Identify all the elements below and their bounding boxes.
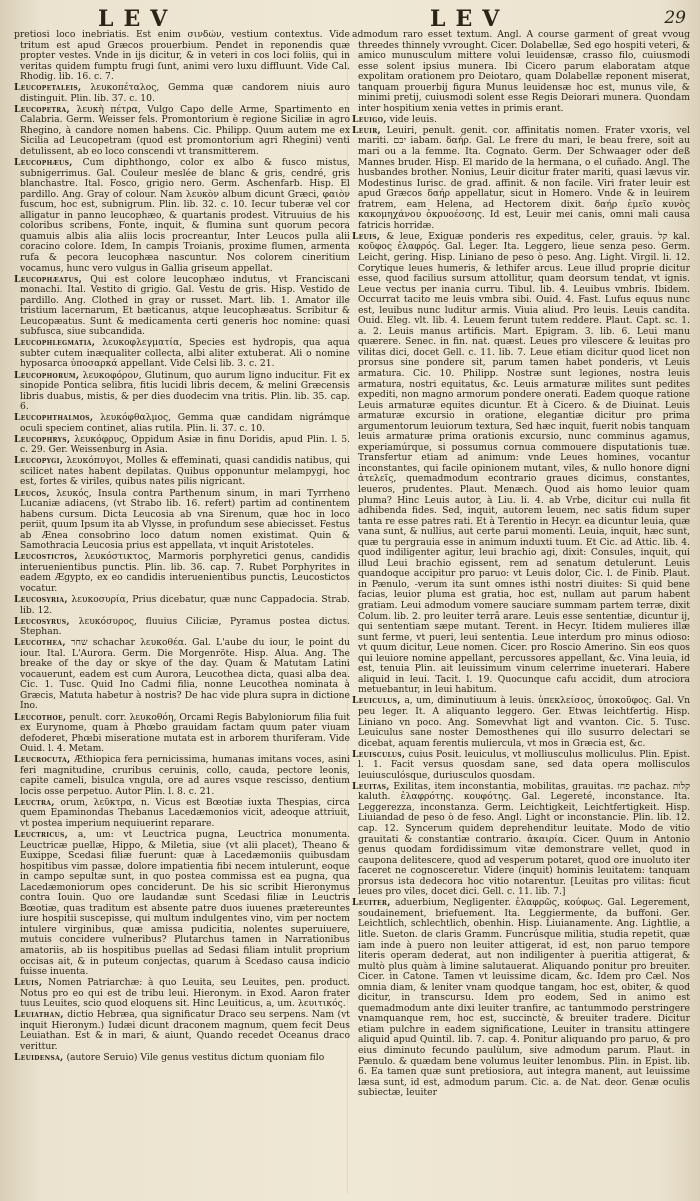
- entry-text: a, um, diminutiuum à leuis. ὑπεκλείσος, ὑποκοῦφος. Gal. Vn peu leger. It. A aliquanto leggero. Ger. Etwas leichtfertig. Hisp. Liniano vn poco. Ang. Somevvhat ligt and vvanton. Cic. 5. Tusc. Leuiculus sane noster Demosthenes qui illo susurro delectari se dicebat, aquam ferentis muliercula, vt mos in Græcia est, &c.: [358, 695, 690, 749]
- dictionary-entry: [14, 617, 350, 638]
- entry-text: λευκόπυγοι, Molles & effeminati, quasi candidis natibus, qui scilicet nates habent depilatas. Quibus opponuntur melampygi, hoc est, fortes & viriles, quibus nates pilis nigricant.: [20, 455, 350, 488]
- entry-text: Qui est colore leucophæo indutus, vt Franciscani monachi. Ital. Vestito di grigio. Gal. Vestu de gris. Hisp. Vestido de pardillo. Ang. Clothed in gray or russet. Mart. lib. 1. Amator ille tristium lacernarum, Et bæticanus, atque leucophæatus. Scribitur & Leucopæatus. Sunt & medicamenta certi generis hoc nomine: quasi subfusca, siue subcandida.: [20, 273, 350, 338]
- entry-headword: Leuctra,: [14, 796, 55, 808]
- entry-headword: Leucophlegmatia,: [14, 337, 96, 349]
- entry-headword: Leuiter,: [352, 897, 391, 909]
- entry-headword: Leuctricus,: [14, 829, 69, 841]
- entry-text: λευκόστικτος, Marmoris porphyretici genus, candidis interuenientibus punctis. Plin. lib. 36. cap. 7. Rubet Porphyrites in eadem Ægypto, ex eo candidis interuenientibus punctis, Leucostictos vocatur.: [20, 551, 350, 594]
- dictionary-entry: [14, 413, 350, 434]
- entry-text: cuius Posit. leuiculus, vt molliusculus molliculus. Plin. Epist. l. 1. Facit versus quosdam sane, sed data opera mollisculos leuiusculósque, duriusculos quosdam.: [358, 748, 690, 781]
- dictionary-entry: [14, 798, 350, 830]
- entry-text: λευκόφθαλμος, Gemma quæ candidam nigrámque oculi speciem continet, alias rutila. Plin. li. 37. c. 10.: [20, 412, 350, 434]
- dictionary-entry: [14, 713, 350, 755]
- entry-headword: Leuiculus,: [352, 695, 401, 707]
- entry-headword: Leucosyria,: [14, 593, 68, 605]
- dictionary-entry: [14, 83, 350, 104]
- entry-headword: Leuidensa,: [14, 1052, 64, 1063]
- entry-text: Nomen Patriarchæ: à quo Leuita, seu Leuites, pen. product. Notus pro eo qui est de tribu leui. Hieronym. in Exod. Aaron frater tuus Leuites, scio quod eloquens sit. Hinc Leuiticus, a, um. λευιτικός.: [20, 977, 350, 1010]
- entry-text: λευκός, Insula contra Parthenum sinum, in mari Tyrrheno Lucaniæ adiacens, (vt Strabo lib. 16. refert) partim ad continentem habens cursum. Dicta Leucosia ab vna Sirenum, quæ hoc in loco periit, quum Ipsum ita ab Vlysse, in profundum sese abiecisset. Festus ab Ænea consobrino loco datum nomen existimat. Quin & Samothracia Leucosia prius est appellata, vt inquit Aristoteles.: [20, 487, 350, 552]
- entry-text: (autore Seruio) Vile genus vestitus dictum quoniam filo: [66, 1052, 325, 1063]
- entry-text: Leuiri, penult. genit. cor. affinitatis nomen. Frater vxoris, vel mariti. יבם iabam. δαήρ. Gal. Le frere du mari, le beau frere, soit au mari ou a la femme. Ita. Cognato. Germ. Der Schwaager oder deß Mannes bruder. Hisp. El marido de la hermana, o el cuñado. Angl. The husbandes brother. Nonius, Leuir dicitur frater mariti, quasi lævus vir. Modestinus Iurisc. de grad. affinit. & non facile. Viri frater leuir est apud Græcos δαήρ appellatur, sicut in Homero. Vnde & in leuirem fratrem, eam Helena, ad Hectorem dixit. δαήρ ἐμεῖο κυνὸς κακομηχάνου ὀκρυοέσσης. Id est, Leuir mei canis, omni mali causa fatricis horridæ.: [358, 124, 690, 231]
- dictionary-entry: [14, 489, 350, 552]
- entry-text: λευκὴ πέτρα, Vulgo Capo delle Arme, Spartimento en Calabria. Germ. Weisser fels. Promontorium è regione Siciliæ in agro Rhegino, à candore nomen habens. Cic. Philipp. Quum autem me ex Sicilia ad Leucopetram (quod est promontorium agri Rhegini) venti detulissent, ab eo loco conscendi vt transmitterem.: [20, 103, 350, 158]
- entry-headword: Leucostictos,: [14, 551, 78, 563]
- entry-headword: Leuir,: [352, 124, 382, 136]
- entry-headword: Leuis,: [352, 230, 381, 242]
- dictionary-entry: [352, 898, 690, 1098]
- entry-headword: Leucothea,: [14, 637, 66, 649]
- entry-text: penult. corr. λευκοθόη, Orcami Regis Babyloniorum filia fuit ex Eurynome, quam à Phœbo grauidam factam quum pater viuam defoderet, Phœbi miseratione mutata est in arborem thuriferam. Vide Ouid. l. 4. Metam.: [20, 711, 350, 755]
- entry-headword: Leuis,: [14, 977, 43, 989]
- entry-headword: Leuiathan,: [14, 1009, 64, 1021]
- dictionary-entry: [14, 1010, 350, 1052]
- entry-headword: Leucophæatus,: [14, 273, 83, 285]
- page-number: 29: [664, 8, 686, 28]
- dictionary-entry: [14, 456, 350, 488]
- entry-headword: Leucopetra,: [14, 103, 70, 115]
- dictionary-entry: [14, 978, 350, 1010]
- entry-headword: Leuitas,: [352, 780, 390, 792]
- entry-headword: Leucopygi,: [14, 455, 64, 467]
- dictionary-entry: [352, 115, 690, 126]
- entry-headword: Leuigo,: [352, 113, 387, 125]
- entry-text: dictio Hebræa, qua significatur Draco seu serpens. Nam (vt inquit Hieronym.) Iudæi dicunt draconem magnum, quem fecit Deus Leuiathan. Est & in mari, & aiunt, Quando recedet Oceanus draco verittur.: [20, 1009, 350, 1052]
- entry-text: שחר schachar λευκοθέα. Gal. L'aube du iour, le point du iour. Ital. L'Aurora. Germ. Die Morgenröte. Hisp. Alua. Ang. The breake of the day or skye of the day. Quam & Matutam Latini vocauerunt, eadem est cum Aurora, Leucothea dicta, quasi alba dea. Cic. 1. Tusc. Quid Ino Cadmi filia, nonne Leucothea nominata à Græcis, Matuta habetur à nostris? De hac vide plura supra in dictione Ino.: [20, 637, 350, 712]
- entry-headword: Leucophæus,: [14, 157, 73, 169]
- dictionary-entry: [14, 1053, 350, 1064]
- entry-text: λευκοφόρον, Glutinum, quo aurum ligno inducitur. Fit ex sinopide Pontica selibra, fitis lucidi libris decem, & melini Græcensis libris duabus, mistis, & per dies duodecim vna tritis. Plin. lib. 35. cap. 6.: [20, 369, 350, 413]
- entry-text: admodum raro esset textum. Angl. A course garment of great vvoug threedes thinnely vvrought. Cicer. Dolabellæ, Sed ego hospiti veteri, & amico munusculum mittere volui leuidensæ, crasso filo, cuiusmodi esse solent ipsius munera. Ibi Cicero parum elaboratam atque expolitam orationem pro Deiotaro, quam Dolabellæ reponent miserat, tanquam prouerbij figura Munus leuidensæ hoc est, munus vile, & minimi pretij, cuiusmodi solent esse Regis Deiorari munera. Quondam inter hospitium xenia vettes in primis erant.: [352, 30, 690, 114]
- entry-headword: Leuisculus,: [352, 748, 406, 760]
- entry-headword: Leucrocuta,: [14, 754, 71, 766]
- entry-text: a, um: vt Leuctrica pugna, Leuctrica monumenta. Leuctricæ puellæ, Hippo, & Miletia, siue (vt alii placet), Theano & Euxippe, Scedasi filiæ fuerunt: quæ à Lacedæmoniis quibusdam hospitibus vim passæ, dolore impatientia fibi necem intulerunt, eoque in campo sepultæ sunt, in quo postea commissa est ea pugna, qua Lacedæmoniorum opes conciderunt. De his sic scribit Hieronymus contra Iouin. Quo ore laudandæ sunt Scedasi filiæ in Leuctris Bœotiæ, quas traditum est absente patre duos iuuenes prætereuntes iure hospitii suscepisse, qui multum indulgentes vino, vim per noctem intulere virginibus, quæ amissa pudicitia, nolentes superuiuere, mutuis concidere vulneribus? Plutarchus tamen in Narrationibus amatoriis, ab iis hospitibus puellas ad Sedasi filiam intulit proprium occisas ait, & in puteum conjectas, quarum à Scedaso causa indicio fuisse inuenta.: [20, 829, 350, 978]
- left-column: [14, 30, 350, 1190]
- entry-text: aduerbium, Negligenter. ἐλαφρῶς, κούφως. Gal. Legerement, soudainement, briefuement. Ita. Leggiermente, da buffoni. Ger. Leichtlich, schlechtlich, obenhin. Hisp. Liuianamente. Ang. Lightlie, a litle. Sueton. de claris Gramm. Funcrúsque militia, studia repetit, quæ iam inde à puero non leuiter attigerat, id est, non paruo tempore literis operam dederat, aut non indiligenter à pueritia attigerat, & multò plus quàm à limine salutauerat. Aliquando ponitur pro breuiter. Cicer. in Catone. Tamen vt leuissime dicam, &c. Idem pro Cæl. Nos omnia diam, & leniter vnam quodque tangam, hoc est, obiter, & quod dicitur, in transcursu. Idem pro eodem, Sed in animo est quemadmodum ante dixi leuiter tranfire, ac tantummodo perstringere vnamquanque rem, hoc est, succinctè, & breuiter tradere. Dicitur etiam pulchre in eadem significatione, Leuiter in transitu attingere aliquid apud Quintil. lib. 7. cap. 4. Ponitur aliquando pro paruo, & pro eius diminuto fecundo paulùlum, sive admodum parum. Plaut. in Pænulo. & quædam bene volumus leuiter lenombus. Plin. in Epist. lib. 6. Ea tamen quæ sunt pretiosiora, aut integra manent, aut leuissime læsa sunt, id est, admodum parum. Cic. a. de Nat. deor. Genæ oculis subiectæ, leuiter: [358, 897, 690, 1099]
- header-right-guideword: LEV: [430, 6, 510, 32]
- dictionary-entry: [14, 435, 350, 456]
- dictionary-entry: [14, 371, 350, 413]
- entry-headword: Leucophthalmos,: [14, 412, 94, 424]
- entry-text: Æthiopica fera pernicissima, humanas imitans voces, asini feri magnitudine, cruribus ceruinis, collo, cauda, pectore leonis, capite cameli, bisulca vngula, ore ad aures vsque rescisso, dentium locis osse perpetuo. Autor Plin. l. 8. c. 21.: [20, 754, 350, 797]
- right-column: [352, 30, 690, 1190]
- entry-text: λευκοφλεγματία, Species est hydropis, qua aqua subter cutem inæqualiter collecta, albi aliter extuberat. Ali o nomine hyposarca ὑποσαρκά appellant. Vide Celsi lib. 3. c. 21.: [20, 337, 350, 370]
- dictionary-entry: [14, 595, 350, 616]
- dictionary-entry: [352, 232, 690, 696]
- entry-text: λευκοσυρία, Prius dicebatur, quæ nunc Cappadocia. Strab. lib. 12.: [20, 593, 350, 616]
- entry-headword: Leucophorum,: [14, 369, 80, 381]
- dictionary-entry: [352, 126, 690, 231]
- entry-text: vide leuis.: [389, 113, 437, 125]
- running-header: [0, 6, 700, 30]
- entry-headword: Leucopetaleis,: [14, 82, 82, 94]
- dictionary-entry: [14, 30, 350, 83]
- entry-text: pretiosi loco inebriatis. Est enim σινδών, vestium contextus. Vide tritum est apud Græcos prouerbium. Pendet in reponendis quæ propter vestes. Vnde in ijs dicitur, & in veteri in cos loci foliis, qui in veritas quidem fumptu frugi ſunt, animi vero luxu diffluunt. Vide Cal. Rhodig. lib. 16. c. 7.: [14, 30, 350, 83]
- entry-text: Cum diphthongo, color ex albo & fusco mistus, subnigerrimus. Gal. Couleur meslée de blanc & gris, cendré, gris blanchastre. Ital. Fosco, grigio nero. Germ. Aschenfarb. Hisp. El pardillo. Ang. Gray of colour. Nam λευκὸν album dicunt Græci, φαιὸν fuscum, hoc est, subnigrum. Plin. lib. 32. c. 10. Iecur tuberæ vel cor alligatur in panno leucophæo, & quartanis prodest. Vitruuius de his coloribus scribens, Fonte, inquit, & flumina sunt quorum pecora quamuis albis alia aliis locis procreantur, Inter Leucos pulla alii coracino colore. Idem, In campis Troianis, proxime flumen, armenta rufa & pecora leucophæa nascuntur. Nos colorem cineritium vocamus, hunc vero vulgus in Gallia griseum appellat.: [20, 157, 350, 274]
- entry-text: & leue, Exiguæ ponderis res expeditus, celer, grauis. קל kal. κοῦφος ἐλαφρός. Gal. Leger. Ita. Leggero, lieue senza peso. Germ. Leicht, gering. Hisp. Liniano de peso ò peso. Ang. Light. Virgil. li. 12. Corytique leues humeris, & lethifer arcus. Leue illud proprie dicitur esse, quod facilius sursum attollitur, quam deorsum tendat, vt ignis. Leue vectus per inania curru. Tibul. lib. 4. Leuibus vmbris. Ibidem. Occurrat tacito me leuis vmbra sibi. Ouid. 4. Fast. Lufus equus nunc est, leuibus nunc luditur armis. Viuia aliud. Pro leuis. Leuis candita. Ouid. Eleg. vlt. lib. 4. Leuem ferunt tutem reddere. Plaut. Capt. sc. 1. a. 2. Leuis manus artificis. Mart. Epigram. 3. lib. 6. Leui manu quærere. Senec. in fin. nat. quæst. Leues pro vilescere & leuitas pro vilitas dici, docet Gell. c. 11. lib. 7. Leue etiam dicitur quod licet non prorsus sine pondere sit, parum tamen habet ponderis, vt Leuis armatura. Cic. 10. Philipp. Nostræ sunt legiones, nostra leuis armatura, nostri equitatus, &c. Leuis armaturæ milites sunt pedites expediti, non magno armorum pondere onerati. Eadem quoque ratione Leuis armaturæ equites dicuntur. Et à Cicero. & de Diuinat. Leuis armaturæ excursio in oratione, elegantiæ dicitur pro prima argumentorum leuiorum textura, Sed hæc inquit, fuerit nobis tanquam leuis armaturæ prima orationis excursio, nunc comminus agamus, experiamúrque, si possumus cornua commouere disputationis tuæ. Transfertur etiam ad animum: vnde Leues homines, vocantur inconstantes, qui facile opinionem mutant, viles, & nullo honore digni ἀτελεῖς, quemadmodum econtrario graues dicimus, constantes, leueros, prudentes. Plaut. Menæch. Quod ais homo leuior quam pluma? Hinc Leuis autor, à Liu. li. 4. ab Vrbe, dicitur cui nulla fit adhibenda fides. Sed, inquit, autorem leuem, nec satis fidum super tanta re esse patres rati. Et à Terentio in Hecyr. ea dicuntur leuia, quæ vana sunt, & nullius, aut certe parui momenti. Leuia, inquit, hæc sunt, quæ tu pergrauia esse in animum induxti tuum. Et Cic. ad Attic. lib. 4. quod indiligenter agitur, leui brachio agi, dixit: Consules, inquit, qui illud Leui brachio egissent, rem ad senatum detulerunt. Leuis quandoque accipitur pro paruo: vt Leuis dolor, Cic. l. de Finib. Plaut. in Pænulo, -verum ita sunt omnes isthi nostri diuites: Si quid bene facias, leuior pluma est gratia, hoc est, nullam aut parum habent gratiam. Leui admodum vomere sauciare summam partem terræ, dixit Colum. lib. 2. pro leuiter terrâ arare. Leuis esse sententiæ, dicuntur ij, qui sententiam sæpe mutant. Terent. in Hecyr. Itidem mulieres illæ sunt ferme, vt pueri, leui sententia. Leue interdum pro minus odioso: vt quum dicitur, Leue nomen. Cicer. pro Roscio Amerino. Sin eos quos qui leuiore nomine appellant, percussores appellant, &c. Vina leuia, id est, tenuia Plin. ait leuissimum vinum celerrime inueterari. Habere aliquid in leui. Tacit. l. 19. Quocunque cafu accidit, dum atrociora metuebantur, in leui habitum.: [358, 230, 690, 696]
- entry-text: λευκόσυρος, fluuius Ciliciæ, Pyramus postea dictus. Stephan.: [20, 615, 350, 638]
- dictionary-entry: [352, 696, 690, 749]
- entry-text: λευκόφρυς, Oppidum Asiæ in finu Doridis, apud Plin. l. 5. c. 29. Ger. Weissenburg in Asia.: [20, 433, 350, 456]
- dictionary-entry: [14, 105, 350, 158]
- header-left-guideword: LEV: [98, 6, 178, 32]
- dictionary-entry: [14, 158, 350, 274]
- dictionary-entry: [14, 275, 350, 338]
- entry-text: Exilitas, item inconstantia, mobilitas, grauitas. פחז pachaz. קלות kaluth. ἐλαφρότης. κουφότης. Gal. Legereté, inconstance. Ita. Leggerezza, inconstanza. Germ. Leichtigkeit, Leichtfertigkeit. Hisp. Liuiandad de peso ò de feso. Angl. Light or inconstancie. Plin. lib. 12. cap. 12. Syncerum quidem deprehenditur leuitate. Modo de vitio grauitati & constantiæ contrario. ἀκαιρία. Cicer. Quum in Antonio genus quodam fordidissimum vitæ demonstrare vellet, quod in caupona delitescere, quod ad vesperum potaret, quod ore inuoluto iter faceret ne cognosceretur. Videre (inquit) hominis leuitatem: tanquam prorsus ista dedecora hoc vitio notarentur. [Leuitas pro vilitas: ficut leues pro viles, docet dici. Gell. c. 11. lib. 7.]: [358, 780, 690, 898]
- dictionary-entry: [14, 755, 350, 797]
- dictionary-entry: [14, 638, 350, 712]
- dictionary-entry: [352, 782, 690, 898]
- entry-headword: Leucothoe,: [14, 711, 67, 723]
- dictionary-entry: [14, 552, 350, 594]
- entry-headword: Leucos,: [14, 487, 50, 499]
- entry-text: λευκοπέταλος, Gemma quæ candorem niuis auro distinguit. Plin. lib. 37. c. 10.: [20, 82, 350, 104]
- dictionary-entry: [14, 338, 350, 370]
- entry-headword: Leucosyrus,: [14, 615, 70, 627]
- entry-headword: Leucophrys,: [14, 433, 71, 445]
- dictionary-entry: [352, 30, 690, 114]
- dictionary-entry: [14, 830, 350, 978]
- entry-text: orum, λεῦκτρα, n. Vicus est Bœotiæ iuxta Thespias, circa quem Epaminondas Thebanus Lacedæmonios vicit, adeoque attriuit, vt postea imperium nequiuerint reparare.: [20, 796, 350, 829]
- dictionary-entry: [352, 750, 690, 782]
